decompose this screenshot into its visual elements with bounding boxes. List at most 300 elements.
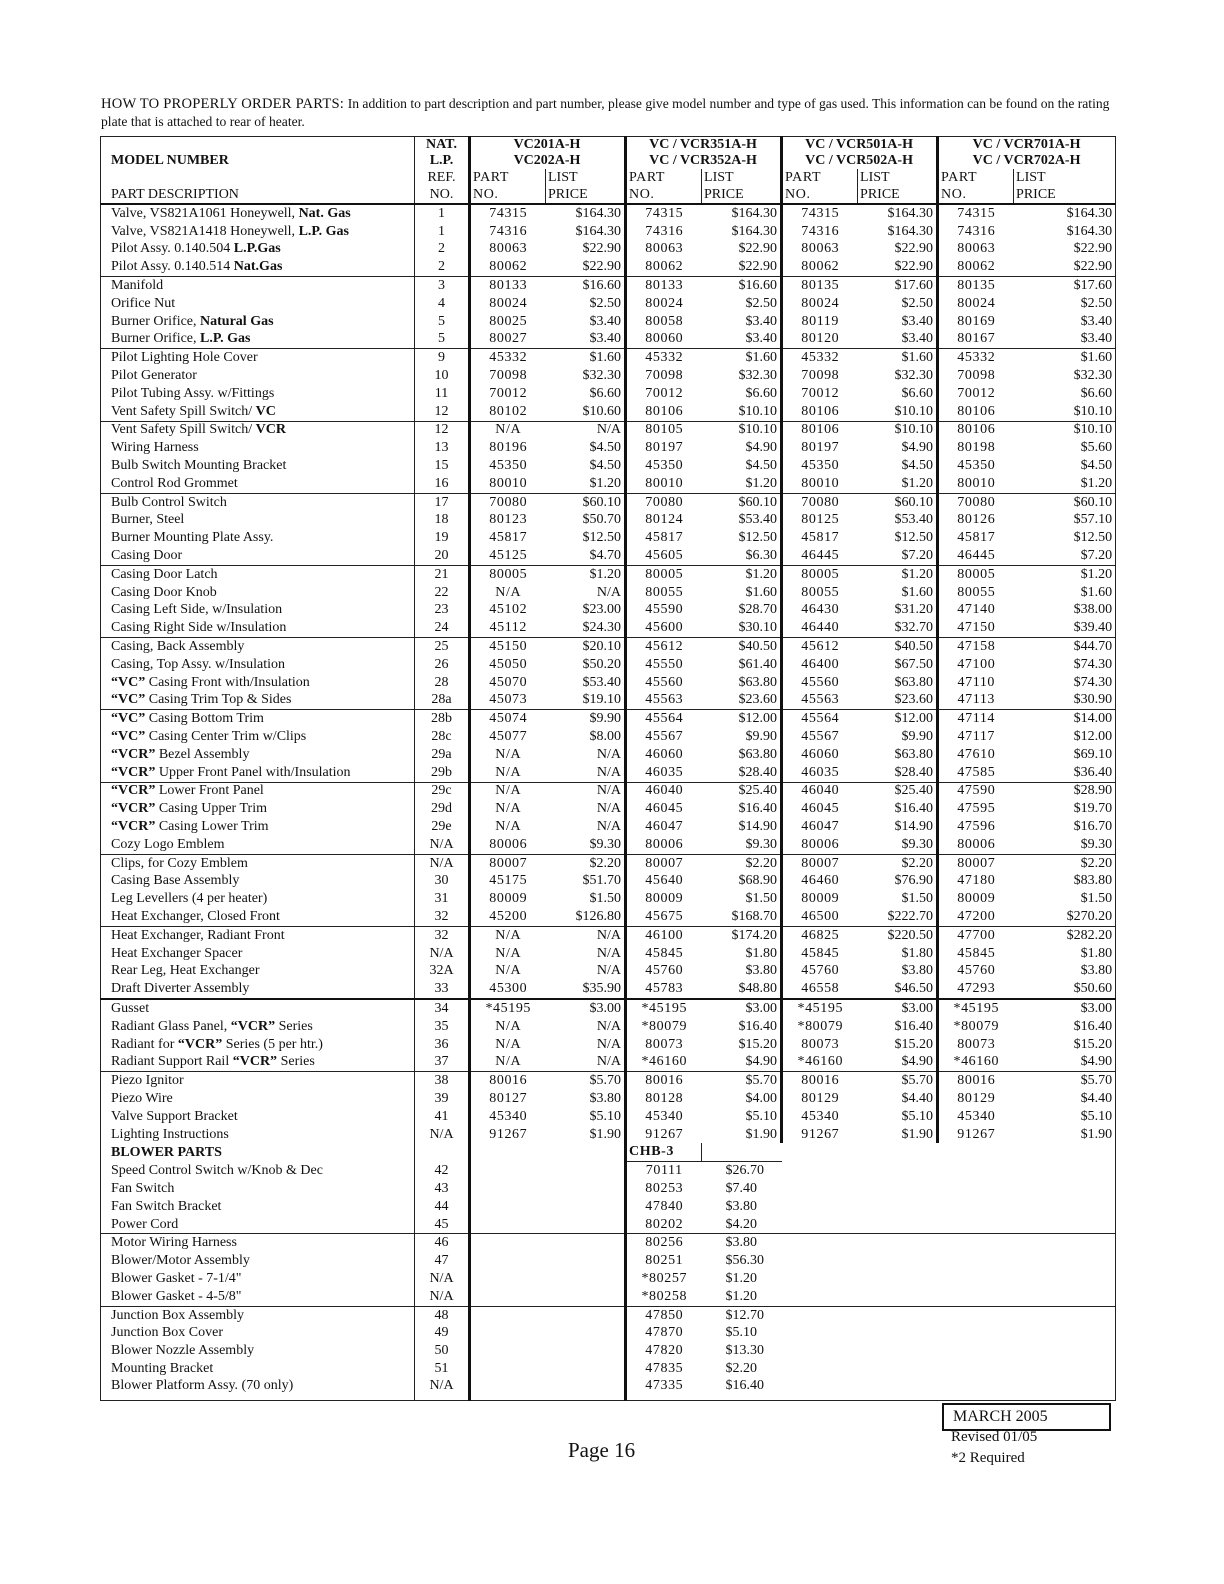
table-row [101, 565, 1116, 583]
table-row [101, 962, 1116, 980]
part-number: 45350 [645, 458, 684, 474]
part-description [101, 204, 415, 223]
model-2-line2: VC / VCR352A-H [649, 153, 757, 168]
model-4-line1: VC / VCR701A-H [972, 137, 1081, 152]
list-price: $5.70 [702, 1072, 782, 1090]
blower-ref-number: 45 [415, 1216, 470, 1234]
desc-text: Wiring Harness [111, 440, 199, 456]
blower-part-number: *80258 [626, 1288, 702, 1306]
part-number: 45340 [645, 1108, 684, 1124]
part-description [101, 674, 415, 692]
list-price: $14.90 [858, 818, 938, 836]
blower-blank [470, 1306, 626, 1324]
part-number: 80062 [626, 258, 702, 276]
list-price: $4.90 [858, 439, 938, 457]
desc-text: Burner Mounting Plate Assy. [111, 530, 274, 546]
ref-number: 31 [415, 890, 470, 908]
desc-text: Burner Orifice, [111, 331, 197, 347]
table-row [101, 890, 1116, 908]
blower-row [101, 1252, 1116, 1270]
blower-part-description: Blower/Motor Assembly [101, 1252, 415, 1270]
ref-number: 2 [415, 241, 470, 259]
table-row [101, 529, 1116, 547]
ref-number: 21 [415, 565, 470, 583]
model-3-line1: VC / VCR501A-H [805, 137, 913, 152]
part-number: 45550 [645, 656, 684, 672]
header-row-columns [101, 169, 1116, 204]
desc-prefix: “VCR” [111, 801, 156, 817]
part-number: 46430 [801, 602, 840, 618]
table-row [101, 602, 1116, 620]
list-price: $3.00 [1014, 999, 1116, 1018]
part-number: 47200 [938, 908, 1014, 926]
ref-number: 28 [415, 674, 470, 692]
list-price: $3.80 [1014, 962, 1116, 980]
list-price: $40.50 [858, 638, 938, 656]
blower-list-price: $12.70 [725, 1307, 765, 1323]
blower-part-description: Blower Gasket - 4-5/8" [101, 1288, 415, 1306]
list-price: N/A [546, 584, 626, 602]
list-price: $3.00 [858, 999, 938, 1018]
blower-part-number: 80253 [645, 1180, 684, 1196]
list-price: N/A [546, 945, 626, 963]
nat-label: NAT. [426, 137, 457, 152]
blower-part-description: Motor Wiring Harness [101, 1234, 415, 1252]
list-price: $10.10 [858, 421, 938, 439]
list-price: $39.40 [1014, 619, 1116, 637]
list-price: N/A [546, 1036, 626, 1054]
ref-number: 32A [415, 962, 470, 980]
blower-list-price: $1.20 [725, 1270, 758, 1286]
list-price: $6.60 [702, 385, 782, 403]
list-price: $6.30 [702, 547, 782, 565]
list-price: $32.30 [702, 367, 782, 385]
part-number: 80063 [957, 241, 996, 257]
list-price: $63.80 [858, 674, 938, 692]
blower-ref-number: 44 [415, 1198, 470, 1216]
parts-table [100, 136, 1116, 1401]
list-price: $50.70 [546, 512, 626, 530]
table-row [101, 746, 1116, 764]
blower-part-number: 47870 [645, 1325, 684, 1341]
blower-blank [782, 1360, 1116, 1378]
list-price: $10.10 [858, 403, 938, 421]
table-row [101, 764, 1116, 782]
list-price: $30.90 [1014, 692, 1116, 710]
list-price: $3.80 [858, 962, 938, 980]
list-price: $1.60 [546, 349, 626, 367]
blower-blank [470, 1288, 626, 1306]
list-price: $63.80 [702, 674, 782, 692]
list-price: $38.00 [1014, 602, 1116, 620]
list-price: $164.30 [858, 204, 938, 223]
desc-text: Piezo Ignitor [111, 1073, 184, 1089]
desc-text: Control Rod Grommet [111, 475, 238, 491]
ref-number: 28c [415, 728, 470, 746]
list-price: $61.40 [702, 656, 782, 674]
part-number: N/A [495, 818, 522, 834]
blower-blank [782, 1324, 1116, 1342]
list-price: $50.60 [1014, 980, 1116, 999]
part-number: *80079 [797, 1018, 844, 1034]
part-number: 80106 [782, 403, 858, 421]
part-number: 80024 [801, 295, 840, 311]
desc-text: Heat Exchanger, Radiant Front [111, 927, 285, 943]
part-description [101, 547, 415, 565]
list-price: $5.70 [1014, 1072, 1116, 1090]
part-number: 46558 [782, 980, 858, 999]
list-price: $20.10 [546, 638, 626, 656]
list-price: $174.20 [702, 926, 782, 944]
list-price: $32.70 [858, 619, 938, 637]
ref-number: 16 [415, 475, 470, 493]
table-row [101, 1018, 1116, 1036]
list-price: $14.00 [1014, 710, 1116, 728]
part-number: 80073 [645, 1036, 684, 1052]
part-description [101, 529, 415, 547]
list-price: $48.80 [702, 980, 782, 999]
ref-number: 39 [415, 1090, 470, 1108]
list-price: $9.90 [858, 728, 938, 746]
list-price: $16.60 [702, 277, 782, 295]
part-number: 47110 [957, 674, 996, 690]
part-number: 47150 [938, 619, 1014, 637]
part-number: 45112 [470, 619, 546, 637]
list-price: $36.40 [1014, 764, 1116, 782]
part-number: 74316 [801, 223, 840, 239]
list-price: $4.50 [858, 457, 938, 475]
list-price: $17.60 [858, 277, 938, 295]
list-label: LIST [704, 170, 734, 185]
part-number: 80025 [489, 313, 528, 329]
list-price: $6.60 [858, 385, 938, 403]
list-price: $46.50 [858, 980, 938, 999]
part-number: 74315 [489, 205, 528, 221]
ref-label: REF. [427, 170, 456, 185]
part-number: 80197 [801, 440, 840, 456]
desc-text: Casing Front with/Insulation [148, 674, 310, 690]
blower-row [101, 1342, 1116, 1360]
part-number: 80010 [938, 475, 1014, 493]
list-price: $63.80 [702, 746, 782, 764]
ref-number: 26 [415, 656, 470, 674]
part-number: 80062 [782, 258, 858, 276]
part-number: 47596 [957, 818, 996, 834]
list-price: $67.50 [858, 656, 938, 674]
part-number: 80106 [626, 403, 702, 421]
desc-text: Casing Right Side w/Insulation [111, 620, 287, 636]
blower-list-price: $56.30 [725, 1253, 765, 1269]
ref-number: 19 [415, 529, 470, 547]
list-price: $22.90 [546, 258, 626, 276]
list-price: $1.60 [858, 584, 938, 602]
part-number: 80016 [801, 1073, 840, 1089]
desc-bold: Nat.Gas [233, 259, 283, 275]
desc-prefix: “VC” [111, 692, 146, 708]
ref-number: 36 [415, 1036, 470, 1054]
blower-row [101, 1360, 1116, 1378]
part-number: 80062 [938, 258, 1014, 276]
list-price: $1.60 [1014, 584, 1116, 602]
desc-text: Clips, for Cozy Emblem [111, 855, 248, 871]
list-price: $3.40 [1014, 313, 1116, 331]
table-row [101, 945, 1116, 963]
part-number: 80073 [801, 1036, 840, 1052]
part-description [101, 1072, 415, 1090]
list-price: $1.50 [546, 890, 626, 908]
desc-text: Radiant Glass Panel, [111, 1018, 228, 1034]
list-price: $7.20 [1014, 547, 1116, 565]
list-price: $270.20 [1014, 908, 1116, 926]
part-number: 47113 [938, 692, 1014, 710]
list-price: $25.40 [858, 782, 938, 800]
ref-number: 37 [415, 1053, 470, 1071]
part-description [101, 999, 415, 1018]
desc-text: Pilot Generator [111, 368, 197, 384]
list-price: $8.00 [546, 728, 626, 746]
part-number: 46040 [645, 783, 684, 799]
part-number: 45350 [957, 458, 996, 474]
desc-text: Manifold [111, 278, 164, 294]
list-price: $16.70 [1014, 818, 1116, 836]
list-price: $164.30 [858, 223, 938, 241]
list-price: $74.30 [1014, 656, 1116, 674]
part-number: 80016 [645, 1073, 684, 1089]
part-number: 80198 [957, 440, 996, 456]
part-number: 47180 [957, 873, 996, 889]
list-price: $9.90 [546, 710, 626, 728]
list-label: LIST [548, 170, 578, 185]
blower-ref-number: 46 [415, 1234, 470, 1252]
part-label: PART [629, 170, 666, 185]
blower-part-number: 80251 [645, 1253, 684, 1269]
blower-row [101, 1324, 1116, 1342]
desc-text: Gusset [111, 1000, 150, 1016]
part-number: 45817 [801, 530, 840, 546]
blower-parts-title: BLOWER PARTS [101, 1143, 415, 1161]
ref-number: 29e [415, 818, 470, 836]
table-row [101, 385, 1116, 403]
part-number: 45612 [801, 639, 840, 655]
part-number: 74316 [957, 223, 996, 239]
desc-text: Bezel Assembly [158, 746, 250, 762]
list-price: $5.10 [1014, 1108, 1116, 1126]
part-number: 70098 [645, 368, 684, 384]
desc-text: Orifice Nut [111, 295, 176, 311]
desc-text: Rear Leg, Heat Exchanger [111, 963, 260, 979]
part-number: 80126 [957, 512, 996, 528]
part-number: 80024 [489, 295, 528, 311]
part-number: N/A [495, 783, 522, 799]
price-label: PRICE [1016, 187, 1056, 202]
part-description [101, 1053, 415, 1071]
list-price: $1.90 [1014, 1126, 1116, 1144]
list-price: $3.00 [702, 999, 782, 1018]
list-price: $51.70 [546, 872, 626, 890]
part-number: N/A [470, 1053, 546, 1071]
list-price: $53.40 [702, 512, 782, 530]
desc-text: Heat Exchanger Spacer [111, 945, 243, 961]
blower-ref-number: 51 [415, 1360, 470, 1378]
part-number: 46825 [801, 927, 840, 943]
part-description [101, 602, 415, 620]
blower-model: CHB-3 [626, 1143, 702, 1161]
part-number: 45332 [489, 350, 528, 366]
list-price: $4.50 [702, 457, 782, 475]
blower-part-description: Blower Nozzle Assembly [101, 1342, 415, 1360]
blower-blank [470, 1162, 626, 1180]
part-number: 47117 [957, 729, 996, 744]
list-price: $22.90 [1014, 258, 1116, 276]
part-number: 47585 [938, 764, 1014, 782]
part-number: 45077 [489, 729, 528, 744]
list-price: $3.40 [546, 313, 626, 331]
part-number: 46440 [782, 619, 858, 637]
list-price: $1.60 [1014, 349, 1116, 367]
part-number: 80167 [938, 331, 1014, 349]
desc-bold: L.P. Gas [200, 331, 251, 347]
part-number: 45564 [645, 711, 684, 727]
price-label: PRICE [548, 187, 588, 202]
part-number: 80027 [470, 331, 546, 349]
list-price: $4.90 [702, 439, 782, 457]
desc-text: Casing Door Latch [111, 566, 218, 582]
list-price: $2.20 [702, 854, 782, 872]
list-price: $4.90 [1014, 1053, 1116, 1071]
list-price: $16.40 [702, 1018, 782, 1036]
desc-text: Lighting Instructions [111, 1126, 229, 1142]
order-instructions [101, 95, 1116, 131]
part-number: 45590 [645, 602, 684, 618]
part-number: 74315 [957, 205, 996, 221]
part-number: *46160 [782, 1053, 858, 1071]
part-number: *80079 [953, 1018, 1000, 1034]
part-description [101, 1108, 415, 1126]
part-number: 80010 [782, 475, 858, 493]
desc-text: Burner, Steel [111, 512, 185, 528]
desc-text: Casing Bottom Trim [148, 711, 264, 727]
desc-prefix: “VC” [111, 729, 146, 744]
part-number: 80063 [645, 241, 684, 257]
desc-text: Radiant Support Rail [111, 1054, 230, 1070]
list-price: $4.50 [546, 457, 626, 475]
part-description [101, 584, 415, 602]
part-number: 80007 [957, 855, 996, 871]
desc-text: Casing Base Assembly [111, 873, 240, 889]
list-price: $12.50 [858, 529, 938, 547]
part-description [101, 746, 415, 764]
list-price: $10.10 [702, 421, 782, 439]
list-price: $10.10 [1014, 421, 1116, 439]
blower-row [101, 1180, 1116, 1198]
part-number: 47140 [957, 602, 996, 618]
list-price: $44.70 [1014, 638, 1116, 656]
part-number: 80006 [938, 836, 1014, 854]
part-number: 80102 [470, 403, 546, 421]
part-description [101, 619, 415, 637]
desc-suffix: Series (5 per htr.) [225, 1036, 323, 1052]
part-number: 80073 [957, 1036, 996, 1052]
blower-row [101, 1306, 1116, 1324]
part-number: 45350 [489, 458, 528, 474]
list-price: $3.40 [702, 313, 782, 331]
blower-blank [782, 1162, 1116, 1180]
blower-part-number: *80257 [641, 1270, 688, 1286]
blower-ref-number: 49 [415, 1324, 470, 1342]
blower-blank [470, 1342, 626, 1360]
part-number: 80063 [489, 241, 528, 257]
ref-number: 18 [415, 512, 470, 530]
desc-text: Casing Upper Trim [158, 801, 267, 817]
list-price: $4.00 [702, 1090, 782, 1108]
ref-number: N/A [415, 836, 470, 854]
list-price: $40.50 [702, 638, 782, 656]
ref-number: 29a [415, 746, 470, 764]
part-number: 80169 [957, 313, 996, 329]
desc-prefix: “VCR” [111, 746, 156, 762]
blower-ref-number: N/A [415, 1378, 470, 1401]
table-row [101, 439, 1116, 457]
part-description [101, 457, 415, 475]
table-row [101, 457, 1116, 475]
ref-number: 25 [415, 638, 470, 656]
blower-part-number: 47335 [626, 1378, 702, 1401]
part-number: 74315 [801, 205, 840, 221]
list-price: $15.20 [702, 1036, 782, 1054]
list-price: $126.80 [546, 908, 626, 926]
ref-number: 4 [415, 295, 470, 313]
table-row [101, 656, 1116, 674]
list-price: $1.90 [546, 1126, 626, 1144]
part-number: 80006 [626, 836, 702, 854]
blower-blank [782, 1252, 1116, 1270]
part-number: 47595 [957, 801, 996, 817]
part-number: 80060 [626, 331, 702, 349]
part-number: 45817 [645, 530, 684, 546]
blower-blank [470, 1270, 626, 1288]
list-price: $22.90 [546, 241, 626, 259]
part-number: 45175 [489, 873, 528, 889]
list-price: $60.10 [1014, 493, 1116, 511]
list-price: $76.90 [858, 872, 938, 890]
table-row [101, 1072, 1116, 1090]
part-number: 80005 [645, 566, 684, 582]
table-row [101, 367, 1116, 385]
list-price: $2.50 [1014, 295, 1116, 313]
list-price: $22.90 [702, 258, 782, 276]
blower-part-number: 47820 [645, 1343, 684, 1359]
ref-number: 1 [415, 223, 470, 241]
table-row [101, 782, 1116, 800]
ref-number: 10 [415, 367, 470, 385]
list-price: $12.50 [546, 529, 626, 547]
list-price: $1.20 [546, 565, 626, 583]
blower-blank [470, 1198, 626, 1216]
table-row [101, 277, 1116, 295]
part-number: 46100 [645, 927, 684, 943]
part-number: 80016 [957, 1073, 996, 1089]
part-description [101, 926, 415, 944]
list-price: $2.20 [858, 854, 938, 872]
order-instructions-text: In addition to part description and part number, please give model number and type of gas used. This information can be found on the rating plate that is attached to rear of heater. [101, 96, 1110, 129]
blower-part-description: Junction Box Cover [101, 1324, 415, 1342]
blower-part-description: Fan Switch [101, 1180, 415, 1198]
list-price: $2.50 [858, 295, 938, 313]
part-number: 91267 [489, 1126, 528, 1142]
list-price: $28.40 [858, 764, 938, 782]
part-number: 70098 [489, 368, 528, 384]
blower-blank [782, 1342, 1116, 1360]
